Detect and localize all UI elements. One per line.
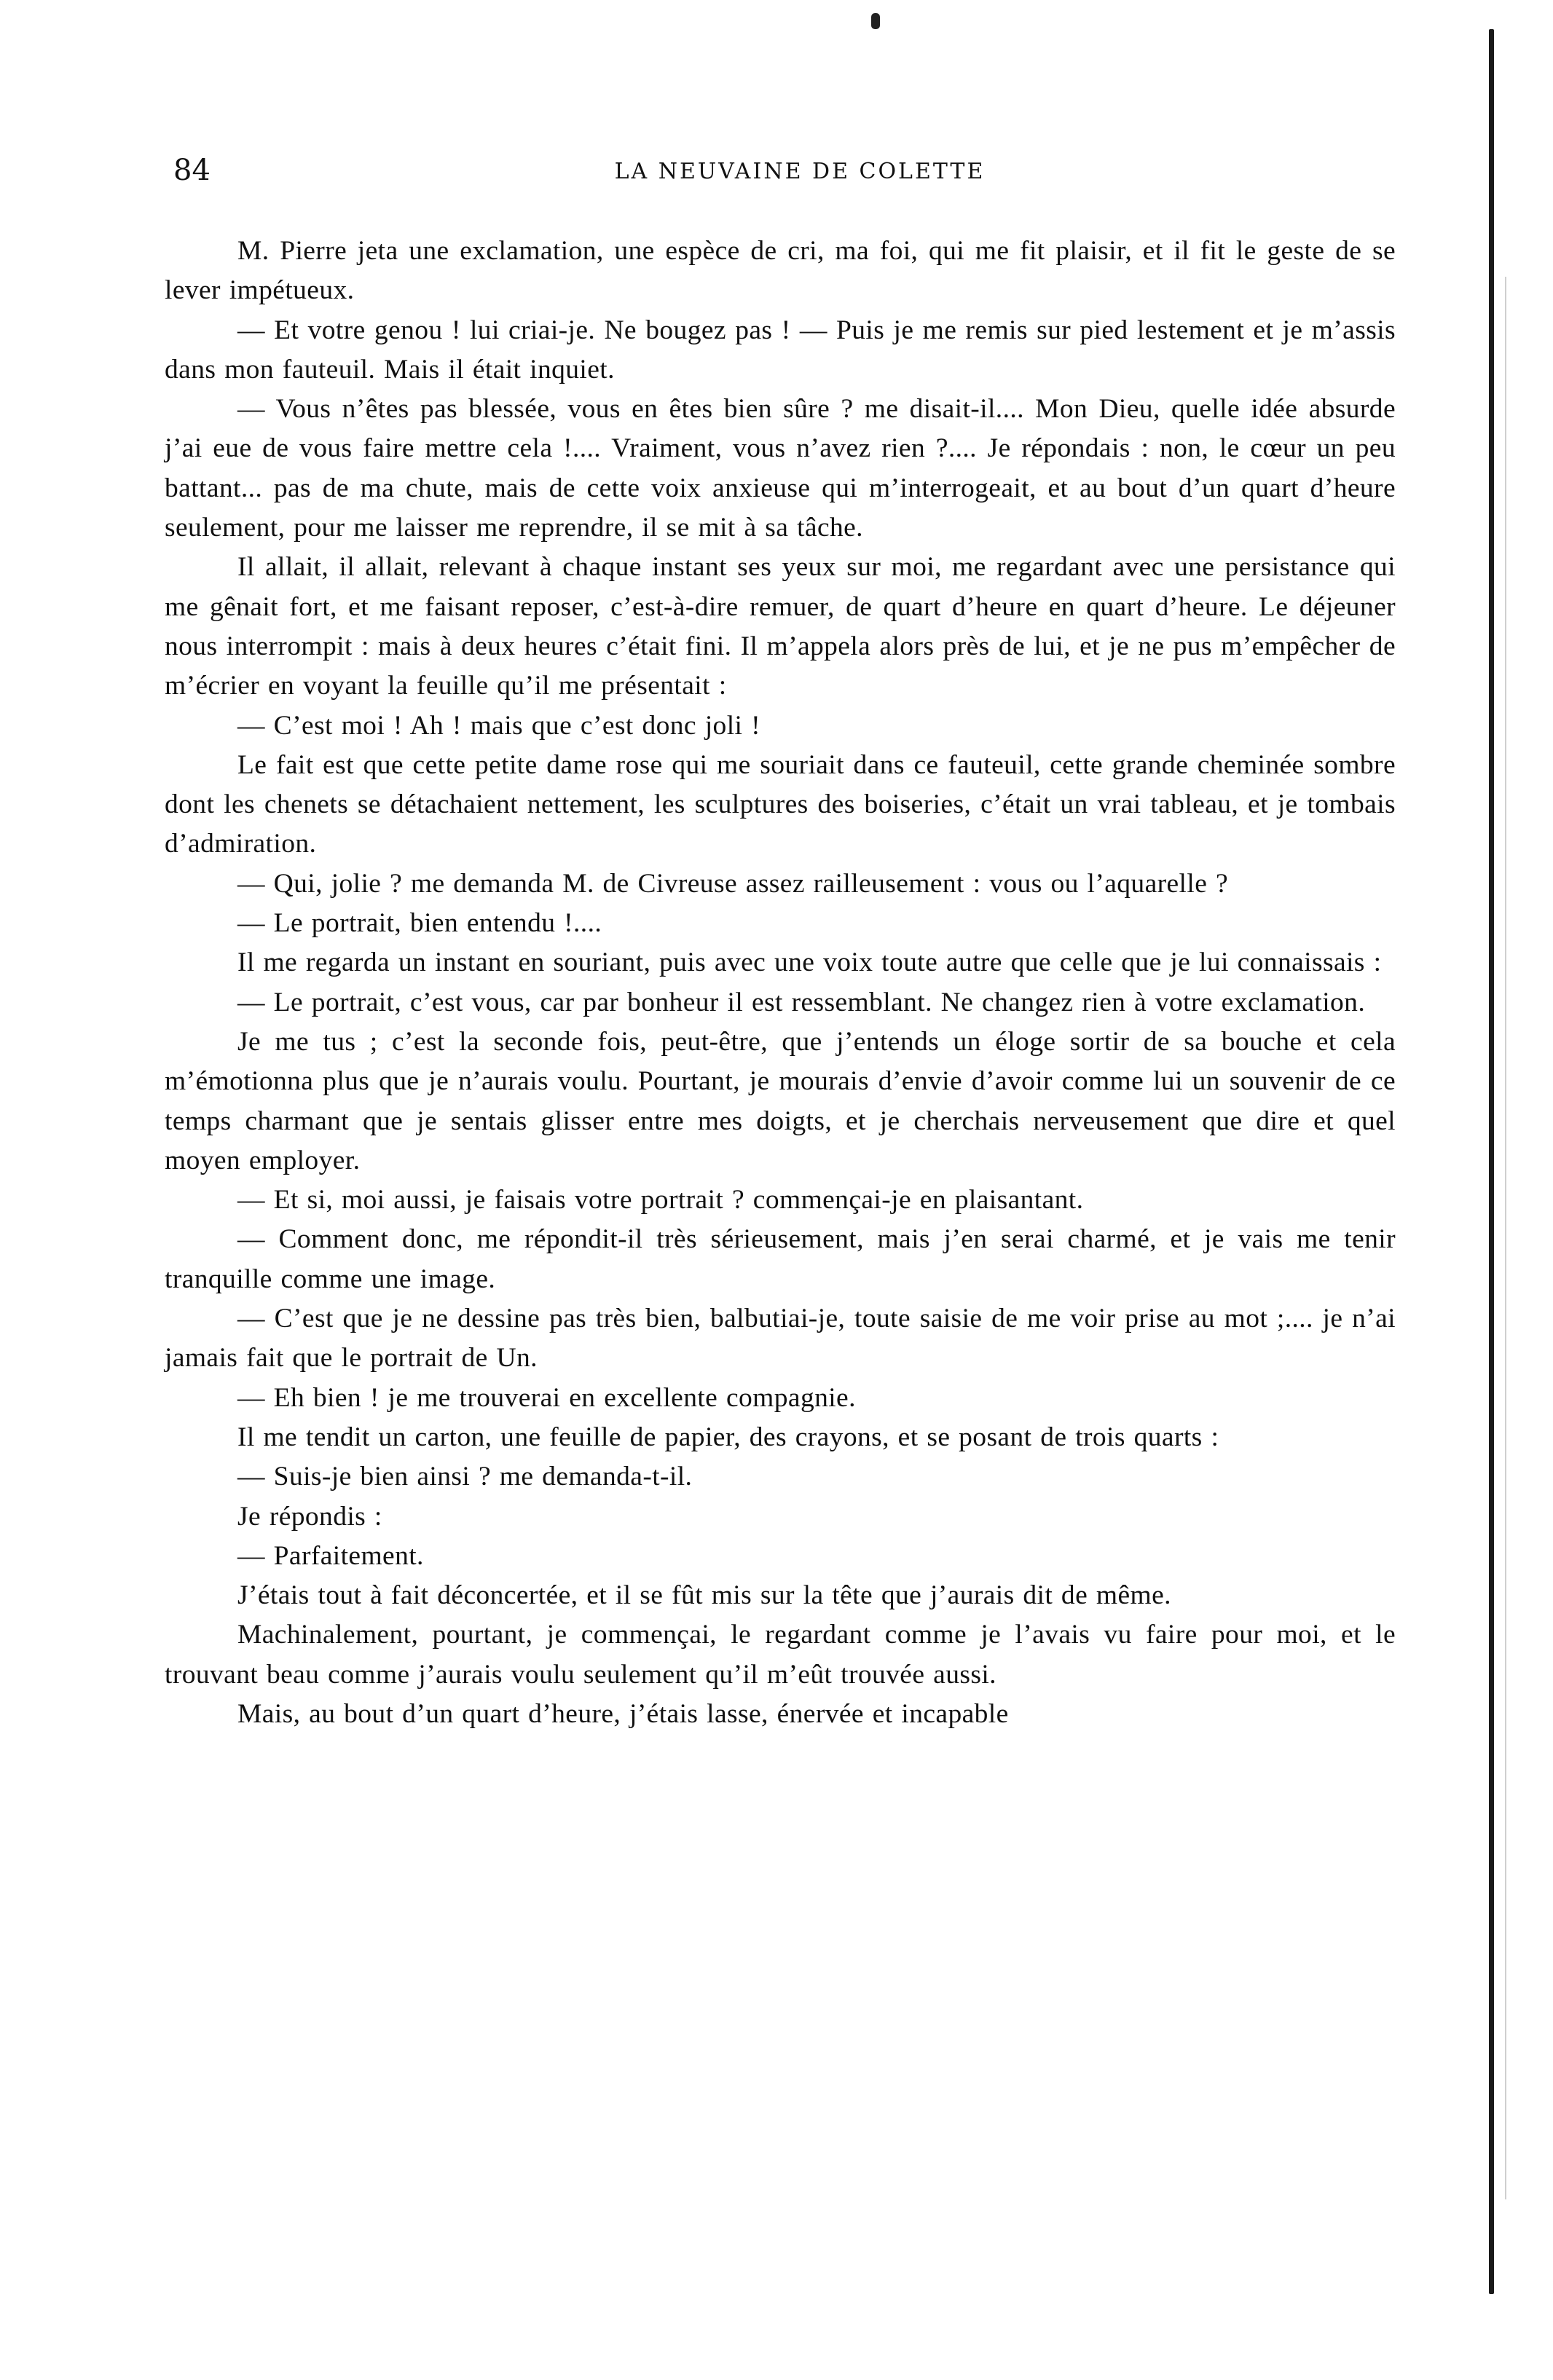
- paragraph: — C’est moi ! Ah ! mais que c’est donc joli !: [237, 710, 761, 741]
- paragraph: — Et votre genou ! lui criai-je. Ne bougez pas ! — Puis je me remis sur pied lestement et je m’assis dans mon fauteuil. Mais il était inquiet.: [165, 315, 1396, 385]
- paragraph: — Le portrait, bien entendu !....: [237, 908, 602, 939]
- running-title: LA NEUVAINE DE COLETTE: [614, 159, 986, 184]
- paragraph: — Eh bien ! je me trouverai en excellente compagnie.: [237, 1382, 856, 1413]
- ink-speck: [871, 13, 880, 29]
- paragraph: — Et si, moi aussi, je faisais votre portrait ? commençai-je en plaisantant.: [237, 1185, 1084, 1215]
- paragraph: M. Pierre jeta une exclamation, une espèce de cri, ma foi, qui me fit plaisir, et il fit le geste de se lever impétueux.: [165, 236, 1396, 306]
- page-number: 84: [173, 154, 211, 187]
- paragraph: Il me tendit un carton, une feuille de papier, des crayons, et se posant de trois quarts :: [237, 1422, 1219, 1452]
- paragraph: — Parfaitement.: [237, 1540, 424, 1571]
- paragraph: — Vous n’êtes pas blessée, vous en êtes bien sûre ? me disait-il.... Mon Dieu, quelle idée absurde j’ai eue de vous faire mettre cela !.... Vraiment, vous n’avez rien ?.... Je répondais : non, le cœur un peu battant... pas de ma chute, mais de cette voix anxieuse qui m’interrogeait, et au bout d’un quart d’heure seulement, pour me laisser me reprendre, il se mit à sa tâche.: [165, 394, 1396, 543]
- paragraph: Il me regarda un instant en souriant, puis avec une voix toute autre que celle que je lui connaissais :: [237, 947, 1382, 978]
- paragraph: Le fait est que cette petite dame rose qui me souriait dans ce fauteuil, cette grande cheminée sombre dont les chenets se détachaient nettement, les sculptures des boiseries, c’était un vrai tableau, et je tombais d’admiration.: [165, 749, 1396, 859]
- paragraph: Je répondis :: [237, 1501, 382, 1532]
- paragraph: J’étais tout à fait déconcertée, et il se fût mis sur la tête que j’aurais dit de même.: [237, 1580, 1171, 1611]
- paragraph: Machinalement, pourtant, je commençai, le regardant comme je l’avais vu faire pour moi, et le trouvant beau comme j’aurais voulu seulement qu’il m’eût trouvée aussi.: [165, 1620, 1396, 1690]
- paragraph: Il allait, il allait, relevant à chaque instant ses yeux sur moi, me regardant avec une persistance qui me gênait fort, et me faisant reposer, c’est-à-dire remuer, de quart d’heure en quart d’heure. Le déjeuner nous interrompit : mais à deux heures c’était fini. Il m’appela alors près de lui, et je ne pus m’empêcher de m’écrier en voyant la feuille qu’il me présentait :: [165, 552, 1396, 701]
- paragraph: Je me tus ; c’est la seconde fois, peut-être, que j’entends un éloge sortir de sa bouche et cela m’émotionna plus que je n’aurais voulu. Pourtant, je mourais d’envie d’avoir comme lui un souvenir de ce temps charmant que je sentais glisser entre mes doigts, et je cherchais nerveusement que dire et quel moyen employer.: [165, 1026, 1396, 1175]
- paragraph: — C’est que je ne dessine pas très bien, balbutiai-je, toute saisie de me voir prise au mot ;.... je n’ai jamais fait que le portrait de Un.: [165, 1304, 1396, 1374]
- page-header: [173, 151, 1426, 195]
- paragraph: Mais, au bout d’un quart d’heure, j’étais lasse, énervée et incapable: [237, 1698, 1009, 1729]
- paragraph: — Qui, jolie ? me demanda M. de Civreuse assez railleusement : vous ou l’aquarelle ?: [237, 868, 1229, 899]
- paragraph: — Le portrait, c’est vous, car par bonheur il est ressemblant. Ne changez rien à votre exclamation.: [237, 987, 1366, 1017]
- body-text: [165, 232, 1396, 1734]
- page-edge-shadow: [1505, 277, 1506, 2199]
- paragraph: — Comment donc, me répondit-il très sérieusement, mais j’en serai charmé, et je vais me tenir tranquille comme une image.: [165, 1224, 1396, 1294]
- paragraph: — Suis-je bien ainsi ? me demanda-t-il.: [237, 1462, 693, 1492]
- page-edge-rule: [1489, 29, 1494, 2294]
